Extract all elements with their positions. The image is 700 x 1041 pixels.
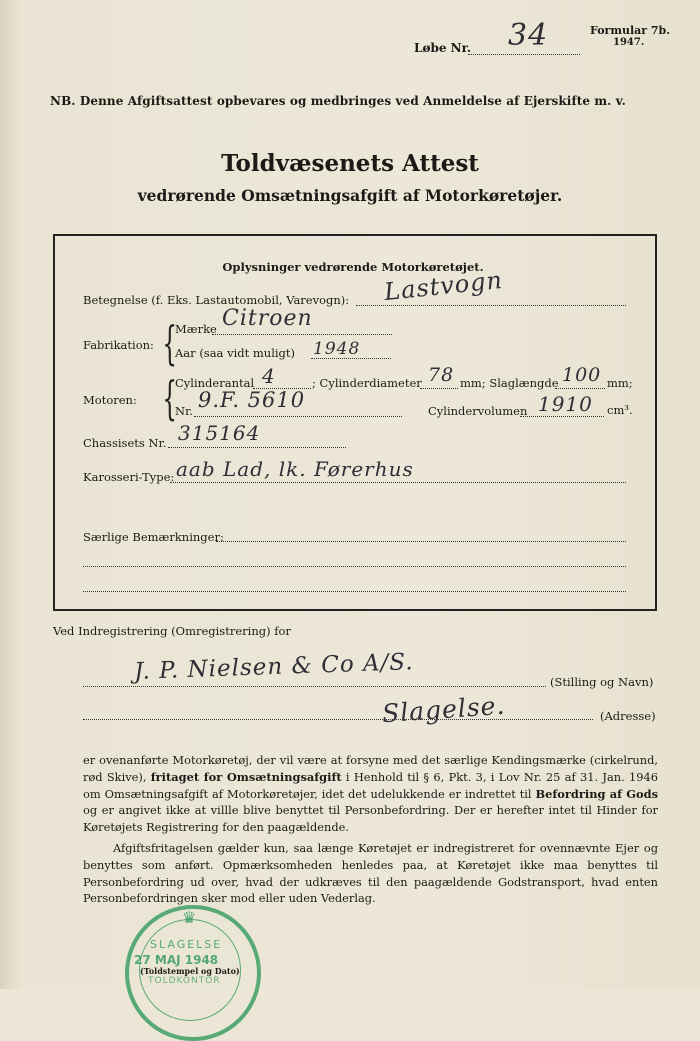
slaglaengde-line [555, 388, 605, 389]
betegnelse-value: Lastvogn [382, 265, 505, 307]
stamp-line-1: SLAGELSE [150, 938, 223, 951]
cyldiameter-line [420, 388, 458, 389]
adresse-label: (Adresse) [600, 709, 656, 723]
cylinderantal-value: 4 [262, 364, 276, 388]
motoren-label: Motoren: [83, 393, 137, 407]
stilling-label: (Stilling og Navn) [550, 675, 654, 689]
nr-value: 9.F. 5610 [198, 388, 306, 412]
cylindervolumen-label: Cylindervolumen [428, 404, 528, 418]
owner-name-line [83, 686, 546, 687]
box-heading: Oplysninger vedrørende Motorkøretøjet. [222, 260, 484, 274]
maerke-value: Citroen [222, 306, 313, 331]
loebe-line [468, 54, 580, 55]
betegnelse-line [356, 305, 626, 306]
nr-label: Nr. [175, 404, 193, 418]
slaglaengde-value: 100 [562, 364, 602, 386]
bemaerkninger-line-3 [83, 591, 626, 592]
stamp-caption: (Toldstempel og Dato) [140, 966, 240, 976]
maerke-label: Mærke [175, 322, 217, 336]
bemaerkninger-line-2 [83, 566, 626, 567]
slaglaengde-label: mm; Slaglængde [460, 376, 559, 390]
fabrikation-brace: { [162, 316, 177, 370]
karosseri-label: Karosseri-Type: [83, 470, 175, 484]
p1-part-b: i Henhold til § 6, Pkt. 3, i Lov Nr. 25 af 31. Jan. 1946 om Omsætningsafgift af Motorkøretøjer, idet det udelukkende er indrettet til [83, 769, 658, 801]
bemaerkninger-line-1 [216, 541, 626, 542]
loebe-label: Løbe Nr. [414, 41, 472, 55]
karosseri-value: aab Lad, lk. Førerhus [176, 457, 414, 481]
cylindervolumen-value: 1910 [538, 392, 593, 416]
p1-bold-1: fritaget for Omsætningsafgift [150, 769, 342, 784]
address-line [83, 719, 593, 720]
maerke-line [212, 334, 392, 335]
loebe-value: 34 [508, 18, 549, 53]
nr-line [194, 416, 402, 417]
cylindervolumen-line [520, 416, 604, 417]
cyldiameter-value: 78 [428, 364, 455, 386]
chassis-value: 315164 [178, 421, 261, 445]
p1-part-c: og er angivet ikke at villle blive benyttet til Personbefordring. Der er herefter intet til Hinder for Køretøjets Registrering for den paagældende. [83, 803, 658, 835]
mm-end: mm; [607, 376, 633, 390]
stamp-line-3: TOLDKONTOR [148, 976, 221, 986]
paragraph-1 [83, 752, 658, 836]
registration-intro: Ved Indregistrering (Omregistrering) for [53, 624, 291, 638]
stamp-line-2: 27 MAJ 1948 [134, 953, 219, 967]
p1-part-a: er ovenanførte Motorkøretøj, der vil være at forsyne med det særlige Kendingsmærke (cirkelrund, rød Skive), [83, 753, 658, 784]
vehicle-info-box [53, 234, 657, 611]
chassis-line [168, 447, 346, 448]
notice: NB. Denne Afgiftsattest opbevares og medbringes ved Anmeldelse af Ejerskifte m. v. [50, 94, 626, 108]
form-year: 1947. [613, 37, 645, 48]
fabrikation-label: Fabrikation: [83, 338, 154, 352]
bemaerkninger-label: Særlige Bemærkninger: [83, 530, 224, 544]
page-title: Toldvæsenets Attest [221, 150, 479, 177]
form-label: Formular 7b. [590, 24, 671, 37]
cylinderantal-label: Cylinderantal [175, 376, 255, 390]
cm3-label: cm³. [607, 403, 633, 417]
page-subtitle: vedrørende Omsætningsafgift af Motorkøretøjer. [137, 186, 563, 205]
karosseri-line [170, 482, 626, 483]
betegnelse-label: Betegnelse (f. Eks. Lastautomobil, Varevogn): [83, 293, 350, 307]
crown-icon: ♛ [182, 908, 197, 927]
p1-bold-2: Befordring af Gods [535, 786, 659, 801]
aar-value: 1948 [313, 339, 361, 359]
owner-name-value: J. P. Nielsen & Co A/S. [133, 649, 415, 685]
motoren-brace: { [162, 371, 177, 425]
cyldiameter-label: ; Cylinderdiameter [312, 376, 422, 390]
aar-label: Aar (saa vidt muligt) [175, 346, 296, 360]
chassis-label: Chassisets Nr. [83, 436, 167, 450]
address-value: Slagelse. [381, 690, 507, 729]
paragraph-2: Afgiftsfritagelsen gælder kun, saa længe Køretøjet er indregistreret for ovennævnte Ejer og benyttes som anført. Opmærksomheden henledes paa, at Køretøjet ikke maa benyttes til Personbefordring ud over, hvad der udkræves til den paagældende Godstransport, hvad enten Personbefordringen sker mod eller uden Vederlag. [83, 841, 658, 906]
